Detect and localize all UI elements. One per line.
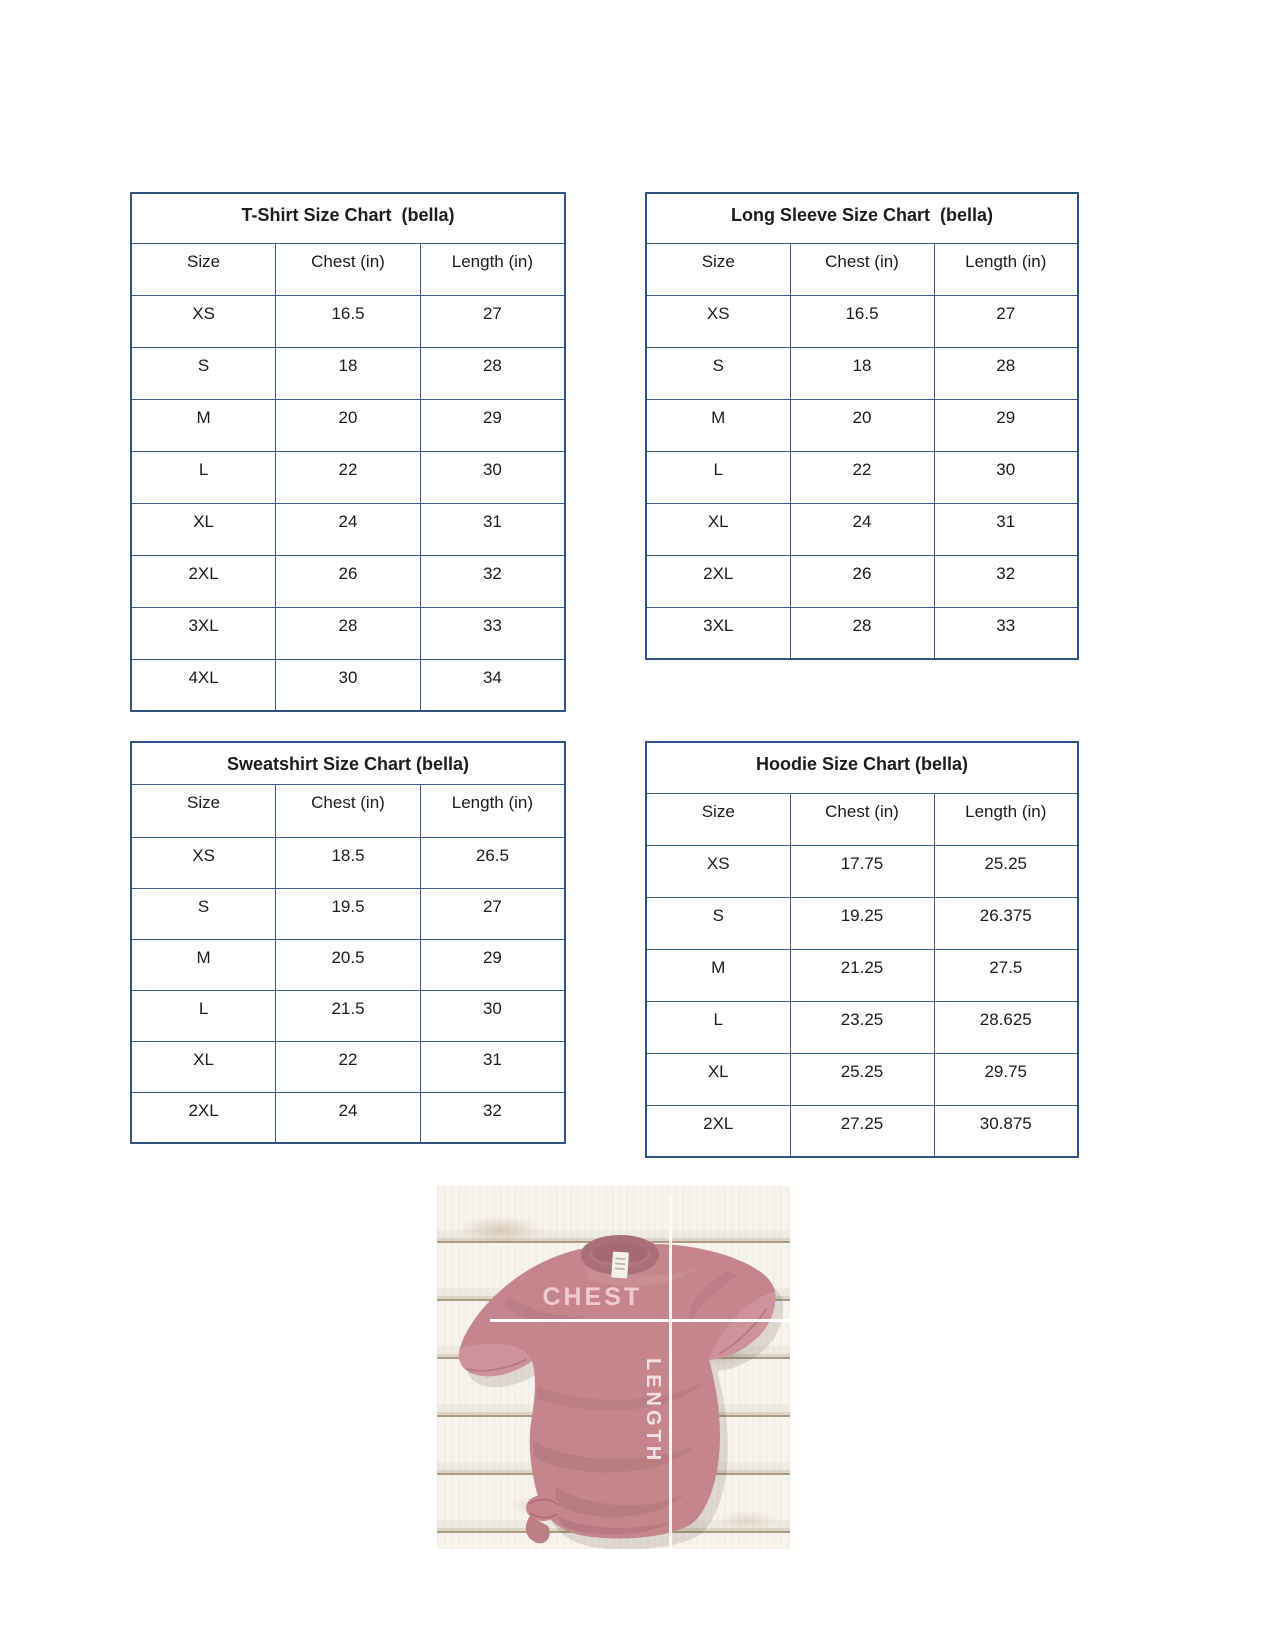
table-cell: 29: [420, 939, 565, 990]
table-row: [131, 503, 565, 555]
column-header-chest: Chest (in): [276, 243, 421, 295]
table-cell: L: [646, 1001, 790, 1053]
table-row: [646, 295, 1078, 347]
chest-label: CHEST: [542, 1283, 643, 1312]
table-cell: 32: [420, 555, 565, 607]
table-cell: XS: [131, 295, 276, 347]
table-row: [131, 451, 565, 503]
table-cell: 26.5: [420, 837, 565, 888]
table-body: [131, 742, 565, 1143]
column-header-chest: Chest (in): [276, 784, 421, 837]
table-title: Long Sleeve Size Chart (bella): [646, 193, 1078, 243]
table-cell: 27: [934, 295, 1078, 347]
table-row: [646, 897, 1078, 949]
table-cell: 33: [420, 607, 565, 659]
table-cell: S: [646, 347, 790, 399]
table-row: [131, 939, 565, 990]
table-row: [131, 1092, 565, 1143]
table-cell: 27: [420, 295, 565, 347]
table-cell: 21.25: [790, 949, 934, 1001]
table-cell: 20: [276, 399, 421, 451]
table-cell: 18.5: [276, 837, 421, 888]
table-row: [131, 295, 565, 347]
table-cell: 26: [790, 555, 934, 607]
table-row: [646, 1001, 1078, 1053]
table-row: [646, 347, 1078, 399]
table-cell: L: [131, 990, 276, 1041]
table-header-row: [131, 243, 565, 295]
column-header-length: Length (in): [420, 784, 565, 837]
table-cell: 18: [790, 347, 934, 399]
tshirt-measurement-photo: [437, 1186, 790, 1549]
table-cell: M: [646, 949, 790, 1001]
table-cell: 28.625: [934, 1001, 1078, 1053]
table-cell: 28: [934, 347, 1078, 399]
column-header-chest: Chest (in): [790, 243, 934, 295]
table-row: [646, 451, 1078, 503]
table-cell: 28: [420, 347, 565, 399]
table-cell: 24: [276, 1092, 421, 1143]
table-header-row: [646, 793, 1078, 845]
table-cell: 16.5: [790, 295, 934, 347]
table-cell: 3XL: [646, 607, 790, 659]
table-cell: 22: [276, 1041, 421, 1092]
table-cell: 31: [934, 503, 1078, 555]
table-title-row: [131, 193, 565, 243]
table-cell: 23.25: [790, 1001, 934, 1053]
table-row: [131, 347, 565, 399]
table-cell: 27: [420, 888, 565, 939]
table-cell: 31: [420, 1041, 565, 1092]
table-row: [131, 837, 565, 888]
table-cell: XL: [646, 503, 790, 555]
table-row: [131, 659, 565, 711]
table-row: [646, 607, 1078, 659]
table-cell: 26.375: [934, 897, 1078, 949]
chest-measure-line: [490, 1319, 790, 1322]
table-cell: M: [131, 399, 276, 451]
table-row: [646, 503, 1078, 555]
table-body: [131, 193, 565, 711]
table-cell: 27.5: [934, 949, 1078, 1001]
table-body: [646, 742, 1078, 1157]
table-row: [131, 1041, 565, 1092]
column-header-size: Size: [131, 784, 276, 837]
table-cell: 2XL: [646, 555, 790, 607]
table-cell: 26: [276, 555, 421, 607]
table-cell: 2XL: [131, 1092, 276, 1143]
column-header-length: Length (in): [934, 243, 1078, 295]
table-cell: 33: [934, 607, 1078, 659]
tshirt-illustration: [437, 1186, 790, 1549]
table-body: [646, 193, 1078, 659]
table-cell: XL: [131, 503, 276, 555]
table-cell: XS: [646, 295, 790, 347]
table-title-row: [131, 742, 565, 784]
table-cell: 29: [934, 399, 1078, 451]
table-cell: 29.75: [934, 1053, 1078, 1105]
table-header-row: [131, 784, 565, 837]
table-row: [646, 949, 1078, 1001]
table-cell: 28: [790, 607, 934, 659]
table-cell: 29: [420, 399, 565, 451]
table-row: [646, 399, 1078, 451]
table-cell: 3XL: [131, 607, 276, 659]
sweatshirt-size-table: [130, 741, 566, 1144]
table-row: [131, 555, 565, 607]
column-header-length: Length (in): [934, 793, 1078, 845]
table-cell: 28: [276, 607, 421, 659]
table-cell: 20: [790, 399, 934, 451]
table-cell: 24: [276, 503, 421, 555]
table-cell: 19.25: [790, 897, 934, 949]
table-cell: 20.5: [276, 939, 421, 990]
table-row: [131, 990, 565, 1041]
hoodie-size-table: [645, 741, 1079, 1158]
table-cell: 17.75: [790, 845, 934, 897]
table-cell: 22: [790, 451, 934, 503]
table-row: [131, 399, 565, 451]
table-cell: 19.5: [276, 888, 421, 939]
column-header-size: Size: [646, 793, 790, 845]
table-cell: L: [646, 451, 790, 503]
table-cell: 32: [934, 555, 1078, 607]
table-cell: M: [646, 399, 790, 451]
table-cell: M: [131, 939, 276, 990]
table-cell: XL: [131, 1041, 276, 1092]
table-cell: 31: [420, 503, 565, 555]
table-title: Hoodie Size Chart (bella): [646, 742, 1078, 793]
table-cell: 24: [790, 503, 934, 555]
table-cell: 22: [276, 451, 421, 503]
table-cell: XS: [646, 845, 790, 897]
table-title-row: [646, 742, 1078, 793]
table-row: [131, 888, 565, 939]
table-cell: XS: [131, 837, 276, 888]
table-title: T-Shirt Size Chart (bella): [131, 193, 565, 243]
table-cell: XL: [646, 1053, 790, 1105]
table-cell: 25.25: [934, 845, 1078, 897]
table-cell: L: [131, 451, 276, 503]
long-sleeve-size-table: [645, 192, 1079, 660]
table-row: [646, 1053, 1078, 1105]
table-cell: 18: [276, 347, 421, 399]
table-cell: 30: [934, 451, 1078, 503]
table-cell: 30: [420, 990, 565, 1041]
column-header-length: Length (in): [420, 243, 565, 295]
table-cell: 30: [420, 451, 565, 503]
table-cell: 30.875: [934, 1105, 1078, 1157]
table-header-row: [646, 243, 1078, 295]
table-cell: 2XL: [646, 1105, 790, 1157]
table-row: [646, 1105, 1078, 1157]
table-cell: 25.25: [790, 1053, 934, 1105]
table-cell: 30: [276, 659, 421, 711]
length-measure-line: [669, 1196, 672, 1549]
table-title: Sweatshirt Size Chart (bella): [131, 742, 565, 784]
table-title-row: [646, 193, 1078, 243]
length-label: LENGTH: [642, 1358, 665, 1465]
table-cell: 32: [420, 1092, 565, 1143]
table-cell: 27.25: [790, 1105, 934, 1157]
table-cell: 21.5: [276, 990, 421, 1041]
table-cell: S: [131, 888, 276, 939]
column-header-chest: Chest (in): [790, 793, 934, 845]
tshirt-size-table: [130, 192, 566, 712]
column-header-size: Size: [131, 243, 276, 295]
neck-label: [611, 1251, 629, 1278]
table-cell: 4XL: [131, 659, 276, 711]
table-row: [646, 845, 1078, 897]
column-header-size: Size: [646, 243, 790, 295]
table-row: [646, 555, 1078, 607]
table-cell: 16.5: [276, 295, 421, 347]
table-cell: S: [646, 897, 790, 949]
table-cell: S: [131, 347, 276, 399]
table-cell: 2XL: [131, 555, 276, 607]
table-row: [131, 607, 565, 659]
table-cell: 34: [420, 659, 565, 711]
